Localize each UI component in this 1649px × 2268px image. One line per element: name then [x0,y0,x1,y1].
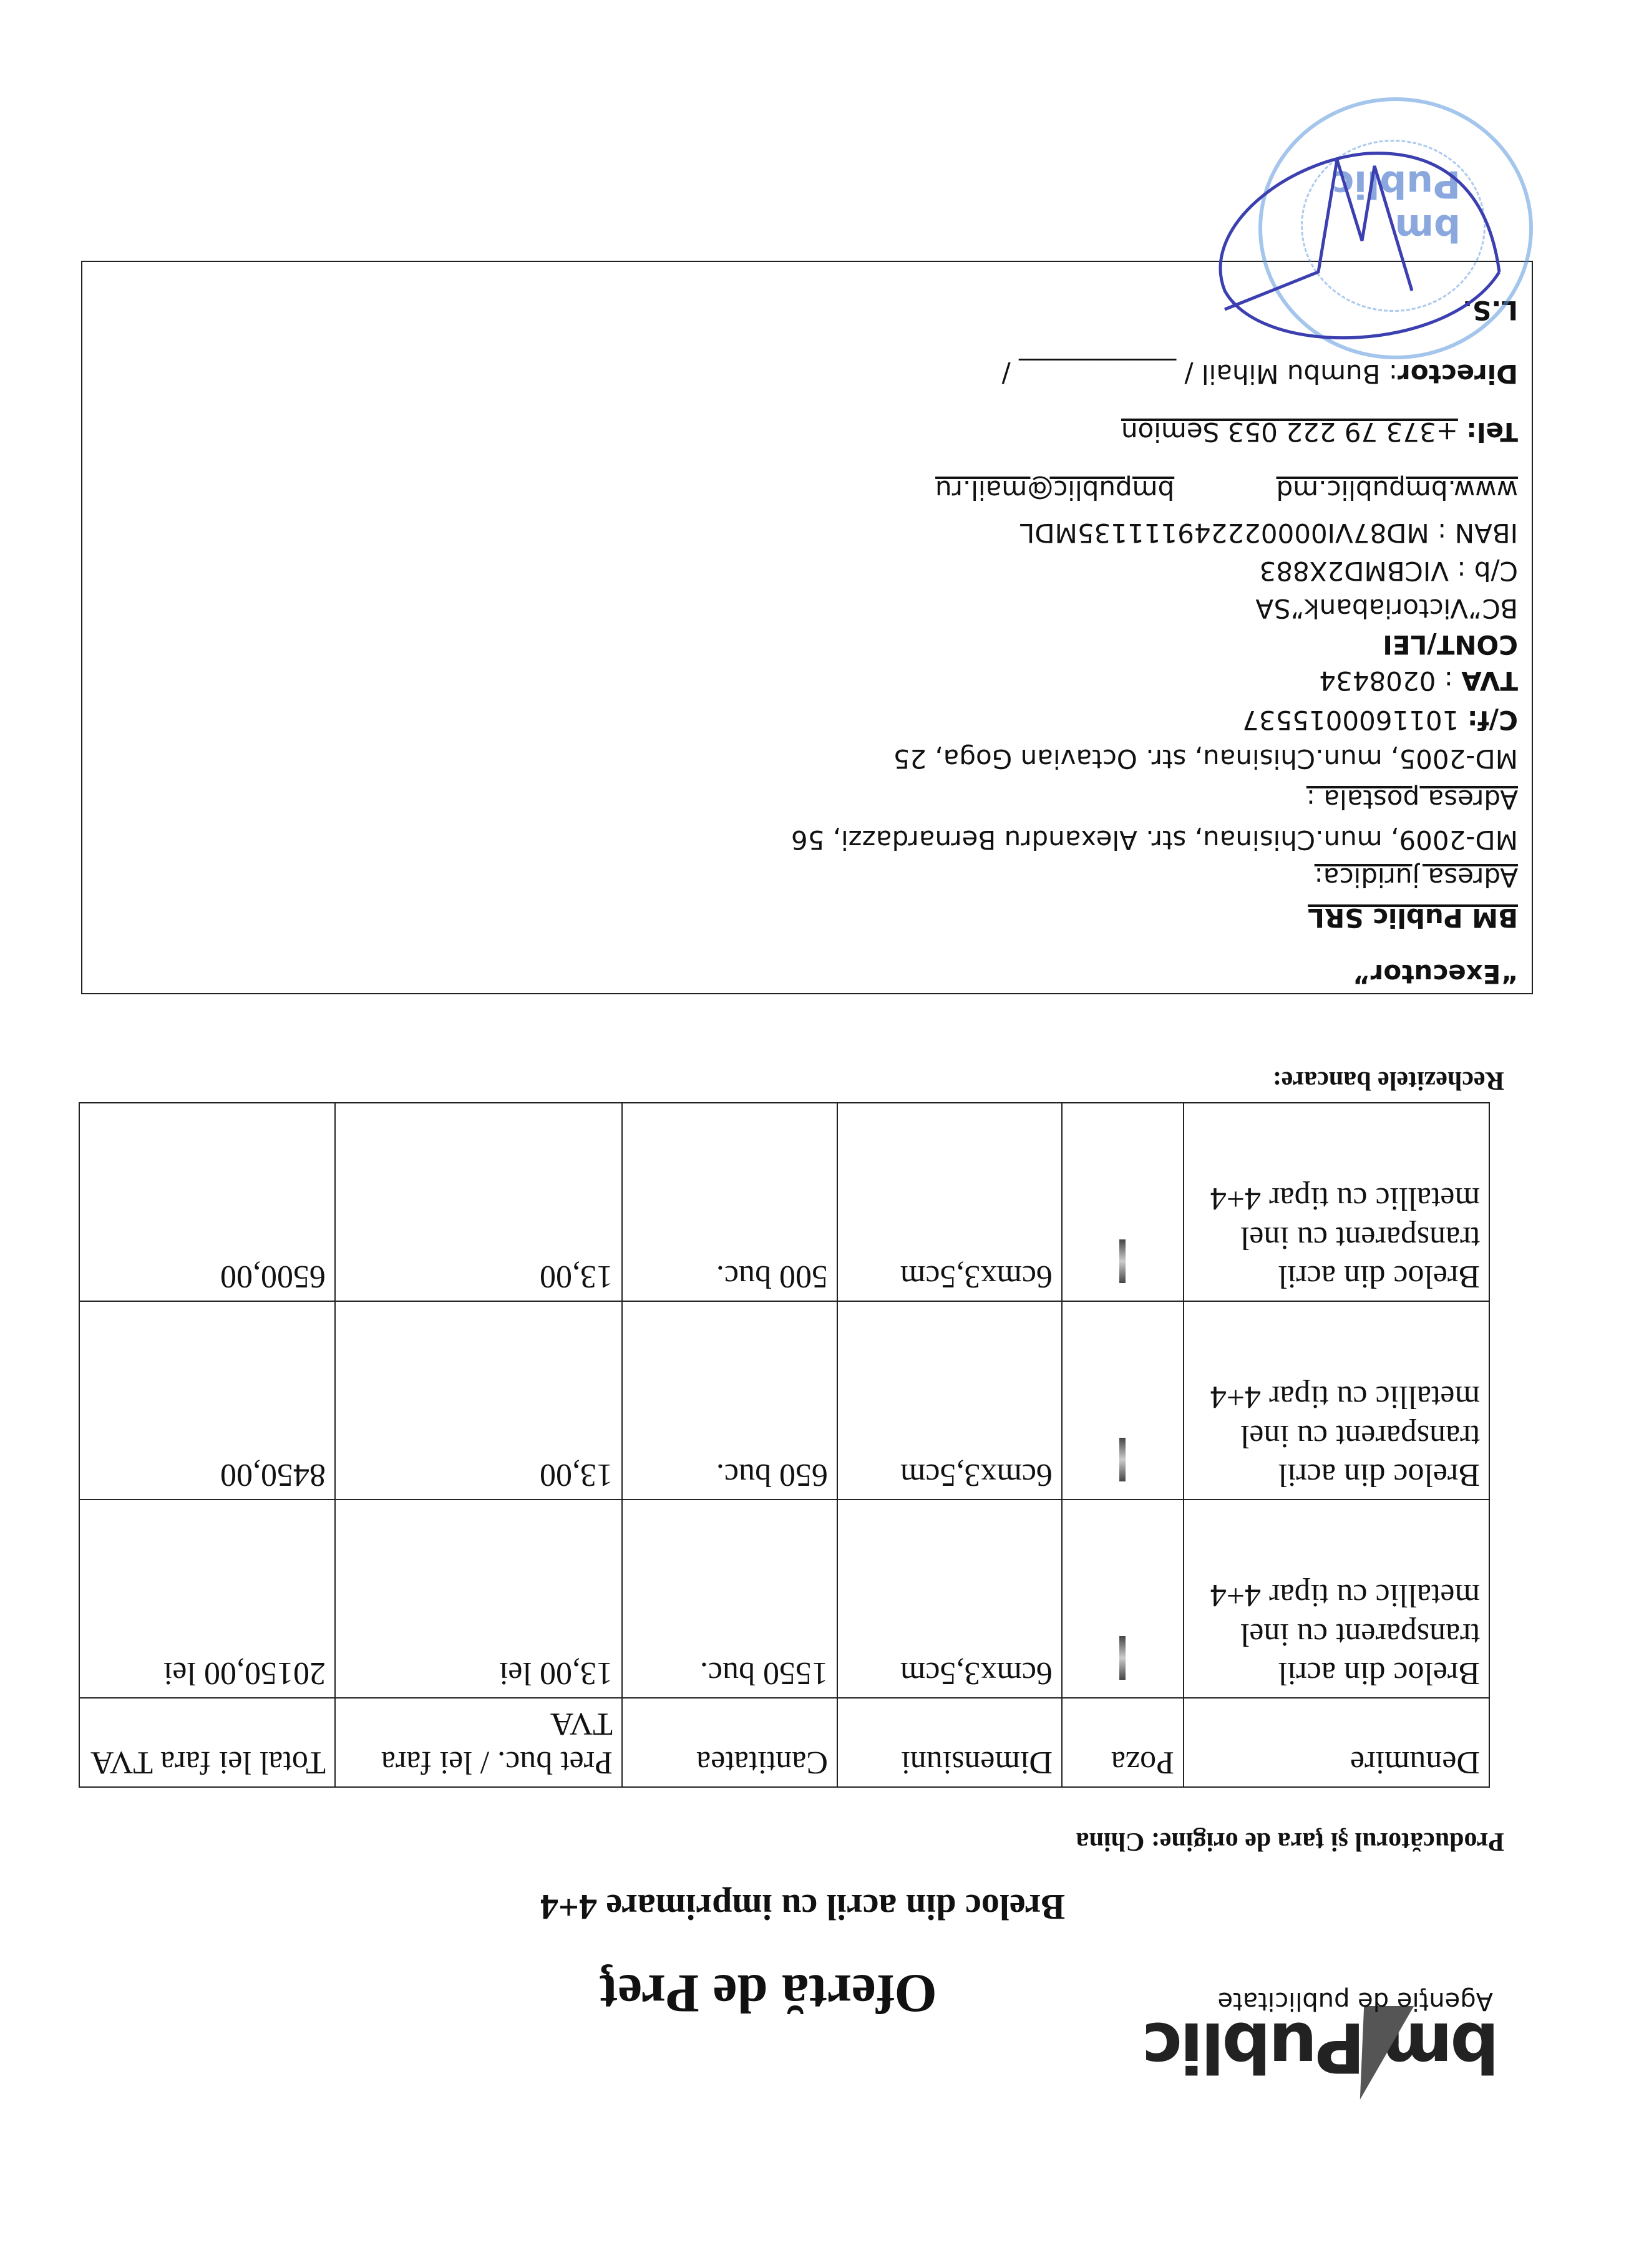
keychain-image [1120,1636,1126,1680]
cell-size: 6cmx3,5cm [837,1500,1062,1698]
col-header: Denumire [1184,1698,1489,1787]
bank-code: C/b : VICBMD2X883 [1259,556,1518,586]
cell-photo [1062,1301,1184,1500]
table-header-row [79,1698,1489,1787]
cell-size: 6cmx3,5cm [837,1103,1062,1301]
cell-name: Breloc din acril transparent cu inel metallic cu tipar 4+4 [1184,1500,1489,1698]
cell-price: 13,00 [335,1301,622,1500]
bank-name: BC”Victoriabank”SA [1255,593,1518,624]
cell-name: Breloc din acril transparent cu inel metallic cu tipar 4+4 [1184,1301,1489,1500]
col-header: Cantitatea [622,1698,837,1787]
page-title: Ofertă de Preţ [600,1963,937,2023]
email-link[interactable]: bmpublic@mail.ru [935,475,1175,505]
company-stamp: bm Public [1258,97,1533,359]
keychain-image [1120,1438,1126,1481]
table-row [79,1103,1489,1301]
legal-address: MD-2009, mun.Chisinau, str. Alexandru Bernardazzi, 56 [790,825,1518,855]
col-header: Dimensiuni [837,1698,1062,1787]
cell-qty: 1550 buc. [622,1500,837,1698]
table-row [79,1500,1489,1698]
tva-value: : 0208434 [1319,666,1453,696]
keychain-image [1120,1239,1126,1283]
cell-total: 8450,00 [79,1301,335,1500]
cell-total: 20150,00 lei [79,1500,335,1698]
company-logo: bm Public [1200,1975,1499,2100]
company-name: BM Public SRL [1308,903,1518,933]
signature [1200,104,1524,366]
executor-label: “Executor” [1353,959,1518,989]
tel-label: Tel: [1466,417,1518,447]
cell-total: 6500,00 [79,1103,335,1301]
postal-address-label: Adresa postala : [1306,784,1518,815]
director-value: : Bumbu Mihail / ____________ / [1001,359,1398,389]
cf-label: C/f: [1467,705,1518,735]
cf-value: 1011600015537 [1242,705,1459,735]
cell-qty: 650 buc. [622,1301,837,1500]
cell-photo [1062,1103,1184,1301]
iban: IBAN : MD87VI000022249111135MDL [1019,518,1518,548]
website-link[interactable]: www.bmpublic.md [1276,475,1518,505]
logo-tagline: Agenţie de publicitate [1217,1987,1493,2015]
director-label: Director [1398,359,1518,389]
cell-price: 13,00 lei [335,1500,622,1698]
price-table [79,1102,1490,1788]
cell-photo [1062,1500,1184,1698]
table-row [79,1301,1489,1500]
page-subtitle: Breloc din acril cu imprimare 4+4 [540,1887,1066,1927]
cell-size: 6cmx3,5cm [837,1301,1062,1500]
ls-label: L.S. [1462,295,1518,326]
tel-value: +373 79 222 053 Semion [1121,417,1458,447]
postal-address: MD-2005, mun.Chisinau, str. Octavian Goga, 25 [893,744,1518,774]
origin-line: Producătorul şi ţara de origine: China [1076,1827,1504,1856]
legal-address-label: Adresa juridica: [1314,862,1518,893]
col-header: Poza [1062,1698,1184,1787]
cont-label: CONT/LEI [1383,629,1518,660]
cell-name: Breloc din acril transparent cu inel metallic cu tipar 4+4 [1184,1103,1489,1301]
bank-details-heading: Rechezitele bancare: [1272,1066,1504,1095]
cell-qty: 500 buc. [622,1103,837,1301]
cell-price: 13,00 [335,1103,622,1301]
col-header: Total lei fara TVA [79,1698,335,1787]
col-header: Pret buc. / lei fara TVA [335,1698,622,1787]
tva-label: TVA [1461,666,1518,696]
